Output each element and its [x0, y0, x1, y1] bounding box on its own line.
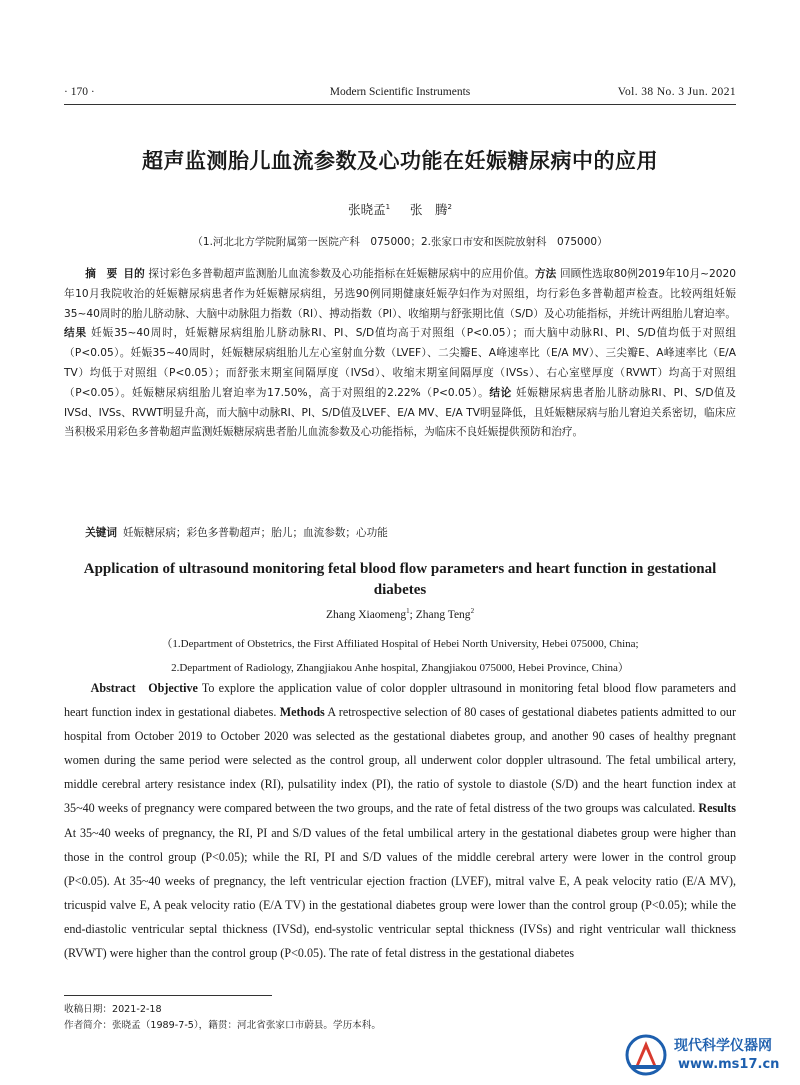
page-number: · 170 · [64, 86, 95, 98]
authors-cn [64, 200, 736, 218]
abstract-cn-paragraph [64, 265, 736, 443]
conclusion-text: 妊娠糖尿病患者胎儿脐动脉RI、PI、S/D值及IVSd、IVSs、RVWT明显升高，而大脑中动脉RI、PI、S/D值及LVEF、E/A MV、E/A TV明显降低，且妊娠糖尿病与胎儿窘迫关系密切，临床应当积极采用彩色多普勒超声监测妊娠糖尿病患者胎儿血流参数及心功能指标，为临床不良妊娠提供预防和治疗。 [64, 386, 737, 439]
author-separator: ; [409, 608, 416, 621]
abstract-en [64, 676, 736, 965]
journal-name: Modern Scientific Instruments [329, 86, 471, 98]
author-name: Zhang Xiaomeng [325, 608, 407, 621]
affiliation-marker: 2 [470, 607, 475, 615]
site-name: 现代科学仪器网 [674, 1038, 772, 1054]
site-url: www.ms17.cn [678, 1057, 780, 1072]
method-text: A retrospective selection of 80 cases of gestational diabetes patients admitted to our hospital from October 2019 to October 2020 was selected as the gestational diabetes group, and another 90 cases of healthy pregnant women during the same period were selected as the control group, all underwent color doppler ultrasound. The fetal umbilical artery, middle cerebral artery resistance index (RI), pulsatility index (PI), the ratio of systole to diastole (S/D) and the heart function index at 35~40 weeks of pregnancy were compared between the two groups, and the rate of fetal distress of the two groups was calculated. [64, 705, 736, 816]
keywords-cn [64, 525, 736, 540]
abstract-en-paragraph [64, 676, 736, 965]
abstract-label: Abstract [90, 681, 136, 695]
keywords-label: 关键词 [85, 527, 117, 539]
site-logo-icon [622, 1033, 670, 1077]
affiliation-marker: 2 [447, 202, 452, 211]
abstract-cn [64, 265, 736, 443]
result-label: Results [698, 801, 736, 816]
footnote-divider [64, 995, 272, 996]
affiliation-marker: 1 [385, 202, 391, 211]
site-watermark [622, 1033, 792, 1077]
affiliation-cn: （1.河北北方学院附属第一医院产科 075000；2.张家口市安和医院放射科 075000） [192, 236, 608, 248]
objective-label: 目的 [123, 268, 145, 280]
method-label: 方法 [534, 268, 557, 280]
keywords-text: 妊娠糖尿病；彩色多普勒超声；胎儿；血流参数；心功能 [122, 527, 388, 539]
objective-label: Objective [148, 681, 198, 695]
article-title-cn: 超声监测胎儿血流参数及心功能在妊娠糖尿病中的应用 [142, 149, 658, 173]
author-name: 张晓孟 [348, 202, 386, 217]
objective-text: To explore the application value of color doppler ultrasound in monitoring fetal blood flow parameters and heart function index in gestational diabetes. [64, 681, 736, 720]
result-label: 结果 [64, 327, 87, 340]
method-label: Methods [279, 705, 325, 720]
result-text: At 35~40 weeks of pregnancy, the RI, PI and S/D values of the fetal umbilical artery in the gestational diabetes group were higher than those in the control group (P<0.05); while the RI, PI and S/D values of the middle cerebral artery were lower in the control group (P<0.05). At 35~40 weeks of pregnancy, the left ventricular ejection fraction (LVEF), mitral valve E, A peak velocity ratio (E/A MV), tricuspid valve E, A peak velocity ratio (E/A TV) in the gestational diabetes group were lower than the control group (P<0.05); while the end-diastolic ventricular septal thickness (IVSd), end-systolic ventricular septal thickness (IVSs) and right ventricular wall thickness (RVWT) were higher than the control group (P<0.05). The rate of fetal distress in the gestational diabetes [64, 825, 736, 961]
received-date: 收稿日期：2021-2-18 [64, 1004, 162, 1015]
running-header [64, 84, 736, 105]
author-name: Zhang Teng [415, 608, 471, 621]
footnotes [64, 1002, 584, 1034]
objective-text: 探讨彩色多普勒超声监测胎儿血流参数及心功能指标在妊娠糖尿病中的应用价值。 [148, 268, 535, 280]
conclusion-label: 结论 [489, 386, 512, 399]
authors-en [64, 607, 736, 621]
affiliation-line: 2.Department of Radiology, Zhangjiakou Anhe hospital, Zhangjiakou 075000, Hebei Province, China） [171, 662, 629, 674]
method-text: 回顾性选取80例2019年10月~2020年10月我院收治的妊娠糖尿病患者作为妊娠糖尿病组，另选90例同期健康妊娠孕妇作为对照组，均行彩色多普勒超声检查。比较两组妊娠35~40周时的胎儿脐动脉、大脑中动脉阻力指数（RI）、搏动指数（PI）、收缩期与舒张期比值（S/D）及心功能指标，并统计两组胎儿窘迫率。 [64, 268, 737, 320]
affiliation-line: （1.Department of Obstetrics, the First Affiliated Hospital of Hebei North University, Hebei 075000, China; [161, 638, 639, 650]
result-text: 妊娠35~40周时，妊娠糖尿病组胎儿脐动脉RI、PI、S/D值均高于对照组（P<0.05）；而大脑中动脉RI、PI、S/D值均低于对照组（P<0.05）。妊娠35~40周时，妊娠糖尿病组胎儿左心室射血分数（LVEF）、二尖瓣E、A峰速率比（E/A MV）、三尖瓣E、A峰速率比（E/A TV）均低于对照组（P<0.05）；而舒张末期室间隔厚度（IVSd）、收缩末期室间隔厚度（IVSs）、右心室壁厚度（RVWT）均高于对照组（P<0.05）。妊娠糖尿病组胎儿窘迫率为17.50%，高于对照组的2.22%（P<0.05）。 [64, 327, 736, 399]
author-name: 张 腾 [409, 202, 448, 217]
author-bio: 作者简介：张晓孟（1989-7-5），籍贯：河北省张家口市蔚县。学历本科。 [64, 1020, 381, 1031]
volume-issue: Vol. 38 No. 3 Jun. 2021 [617, 86, 736, 98]
abstract-label: 摘 要 [85, 268, 118, 280]
affiliation-en [64, 632, 736, 680]
affiliation-marker: 1 [406, 607, 410, 615]
article-title-en: Application of ultrasound monitoring fetal blood flow parameters and heart function in gestational diabetes [83, 561, 717, 598]
